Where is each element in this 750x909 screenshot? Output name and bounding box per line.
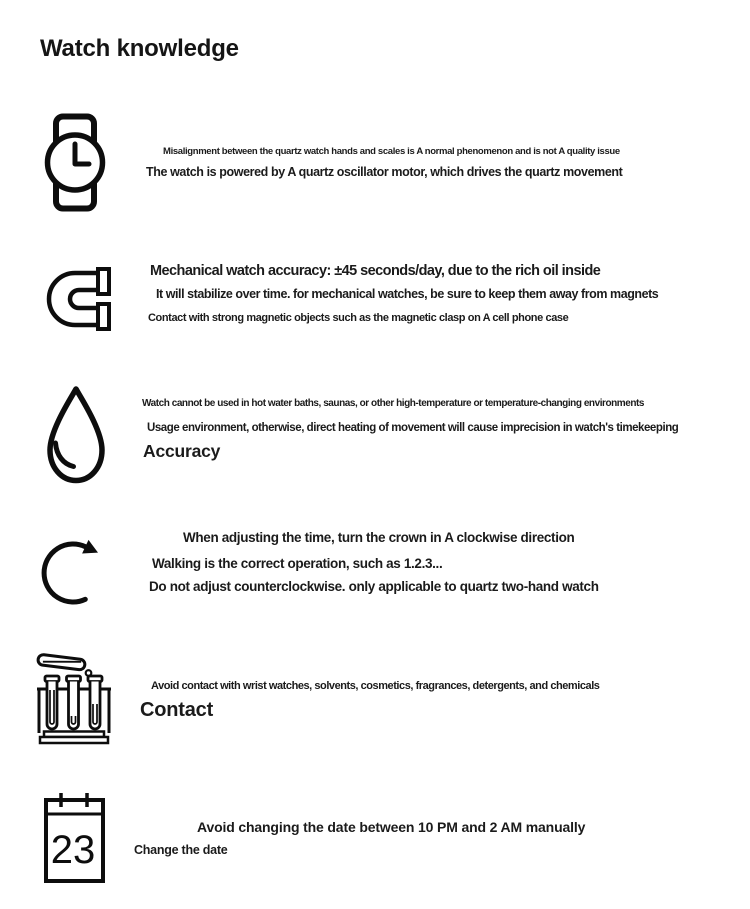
section-text-line: Do not adjust counterclockwise. only applicable to quartz two-hand watch	[149, 579, 599, 594]
page-title: Watch knowledge	[40, 35, 239, 62]
section-text-line: Walking is the correct operation, such as 1.2.3...	[152, 556, 443, 571]
section-text-line: Watch cannot be used in hot water baths, saunas, or other high-temperature or temperature-changing environments	[142, 398, 644, 409]
section-text-line: Accuracy	[143, 441, 221, 461]
clockwise-arrow-icon	[39, 527, 112, 612]
section-text-line: It will stabilize over time. for mechanical watches, be sure to keep them away from magnets	[156, 287, 659, 301]
magnet-icon	[45, 266, 111, 332]
section-text-line: Contact	[140, 699, 214, 721]
section-text-line: The watch is powered by A quartz oscillator motor, which drives the quartz movement	[146, 165, 623, 179]
section-text-line: Contact with strong magnetic objects such as the magnetic clasp on A cell phone case	[148, 312, 569, 324]
water-drop-icon	[42, 384, 110, 487]
section-text-line: Change the date	[134, 843, 228, 857]
section-text-line: Usage environment, otherwise, direct heating of movement will cause imprecision in watch's timekeeping	[147, 422, 679, 434]
section-text-line: Misalignment between the quartz watch hands and scales is A normal phenomenon and is not A quality issue	[163, 146, 620, 157]
section-text-line: Avoid contact with wrist watches, solvents, cosmetics, fragrances, detergents, and chemicals	[151, 680, 600, 692]
calendar-icon	[42, 792, 107, 885]
section-text-line: When adjusting the time, turn the crown in A clockwise direction	[183, 530, 575, 545]
section-text-line: Avoid changing the date between 10 PM and 2 AM manually	[197, 819, 586, 835]
section-text-line: Mechanical watch accuracy: ±45 seconds/day, due to the rich oil inside	[150, 263, 601, 279]
test-tubes-icon	[35, 650, 113, 747]
wristwatch-icon	[42, 113, 108, 212]
calendar-day-number: 23	[50, 828, 96, 872]
